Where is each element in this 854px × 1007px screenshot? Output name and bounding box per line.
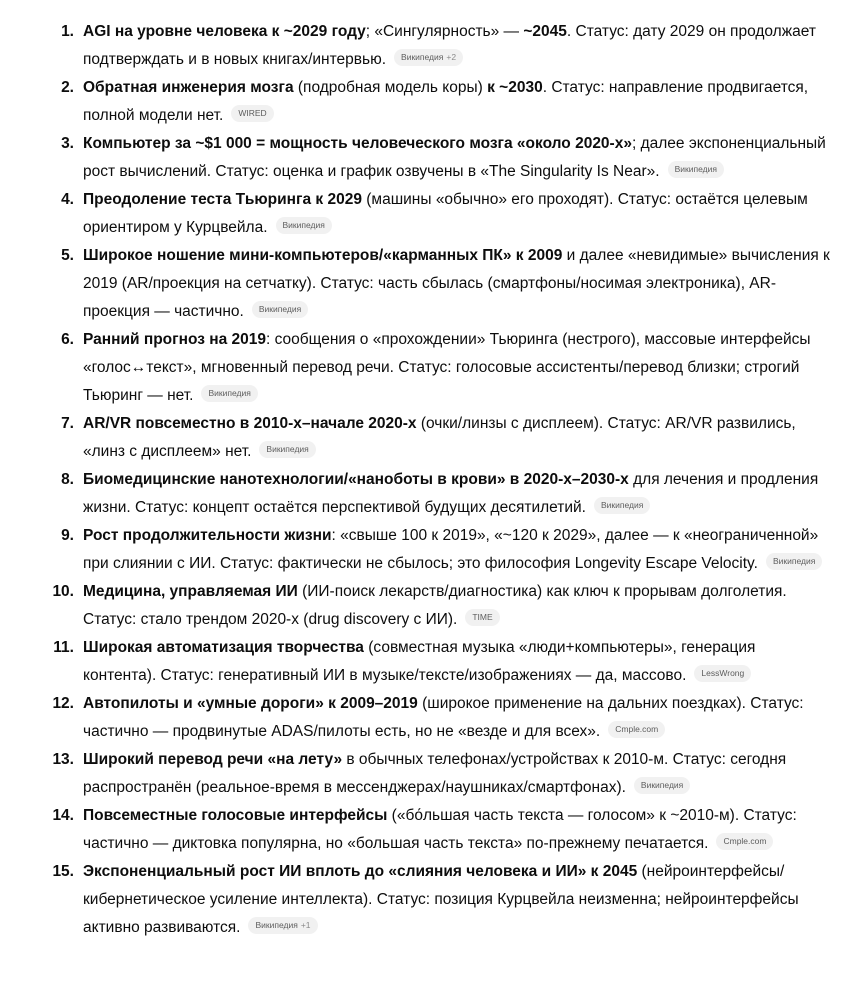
source-badge[interactable] <box>766 553 822 570</box>
list-item <box>0 326 830 410</box>
source-badge[interactable] <box>259 441 315 458</box>
list-item <box>0 522 830 578</box>
item-text: (очки/линзы с дисплеем). Статус: AR/VR развились, «линз с дисплеем» нет. <box>83 415 796 460</box>
item-lead: Экспоненциальный рост ИИ вплоть до «слияния человека и ИИ» к 2045 <box>83 863 638 880</box>
source-badge[interactable] <box>716 833 773 850</box>
item-mid: ; «Сингулярность» — <box>365 23 524 40</box>
item-number: 14. <box>52 807 74 824</box>
item-lead-secondary: к ~2030 <box>487 79 543 96</box>
source-badge[interactable] <box>201 385 257 402</box>
source-badge[interactable] <box>634 777 690 794</box>
item-number: 13. <box>52 751 74 768</box>
item-number: 10. <box>52 583 74 600</box>
item-number: 5. <box>61 247 74 264</box>
item-mid: (подробная модель коры) <box>293 79 488 96</box>
list-item <box>0 18 830 74</box>
source-badge[interactable] <box>248 917 317 934</box>
source-badge[interactable] <box>594 497 650 514</box>
list-item <box>0 130 830 186</box>
item-lead: AR/VR повсеместно в 2010-х–начале 2020-х <box>83 415 417 432</box>
list-item <box>0 858 830 942</box>
source-badge-label: Википедия <box>640 780 684 791</box>
list-item <box>0 634 830 690</box>
source-badge-label: TIME <box>472 612 493 623</box>
source-badge-label: Cmple.com <box>723 836 767 847</box>
source-badge[interactable] <box>465 609 499 626</box>
item-text: . Статус: направление продвигается, полной модели нет. <box>83 79 809 124</box>
source-badge-label: Википедия <box>266 444 309 455</box>
item-number: 9. <box>61 527 74 544</box>
item-lead: Компьютер за ~$1 000 = мощность человеческого мозга «около 2020-х» <box>83 135 632 152</box>
list-item <box>0 242 830 326</box>
item-number: 1. <box>61 23 74 40</box>
item-lead: Ранний прогноз на 2019 <box>83 331 267 348</box>
item-text: : «свыше 100 к 2019», «~120 к 2029», далее — к «неограниченной» при слиянии с ИИ. Статус: фактически не сбылось; это философия Longevity Escape Velocity. <box>83 527 819 572</box>
item-text: ; далее экспоненциальный рост вычислений. Статус: оценка и график озвучены в «The Singularity Is Near». <box>83 135 826 180</box>
item-lead: Рост продолжительности жизни <box>83 527 332 544</box>
source-badge-more: +2 <box>446 52 457 63</box>
item-text: : сообщения о «прохождении» Тьюринга (нестрого), массовые интерфейсы «голос↔текст», мгновенный перевод речи. Статус: голосовые ассистенты/перевод близки; строгий Тьюринг — нет. <box>83 331 811 404</box>
source-badge-label: Википедия <box>258 304 302 315</box>
item-text: для лечения и продления жизни. Статус: концепт остаётся перспективой будущих десятилетий. <box>83 471 819 516</box>
list-item <box>0 466 830 522</box>
item-number: 11. <box>53 639 74 656</box>
item-number: 6. <box>61 331 74 348</box>
list-item <box>0 746 830 802</box>
item-lead: Медицина, управляемая ИИ <box>83 583 298 600</box>
item-lead: Повсеместные голосовые интерфейсы <box>83 807 388 824</box>
item-text: (машины «обычно» его проходят). Статус: остаётся целевым ориентиром у Курцвейла. <box>83 191 808 236</box>
source-badge-label: Cmple.com <box>615 724 659 735</box>
item-lead-secondary: ~2045 <box>523 23 567 40</box>
item-text: (совместная музыка «люди+компьютеры», генерация контента). Статус: генеративный ИИ в музыке/тексте/изображениях — да, массово. <box>83 639 756 684</box>
item-number: 2. <box>61 79 74 96</box>
item-lead: Широкое ношение мини-компьютеров/«карманных ПК» к 2009 <box>83 247 563 264</box>
source-badge[interactable] <box>694 665 751 682</box>
item-text: и далее «невидимые» вычисления к 2019 (AR/проекция на сетчатку). Статус: часть сбылась (смартфоны/носимая электроника), AR-проекция — частично. <box>83 247 830 320</box>
list-item <box>0 74 830 130</box>
source-badge-label: Википедия <box>208 388 251 399</box>
item-lead: Автопилоты и «умные дороги» к 2009–2019 <box>83 695 418 712</box>
item-number: 7. <box>61 415 74 432</box>
source-badge-label: Википедия <box>401 52 444 63</box>
source-badge-label: LessWrong <box>701 668 745 679</box>
item-number: 8. <box>61 471 74 488</box>
source-badge[interactable] <box>668 161 724 178</box>
source-badge[interactable] <box>252 301 308 318</box>
item-text: в обычных телефонах/устройствах к 2010-м. Статус: сегодня распространён (реальное-время в мессенджерах/наушниках/смартфонах). <box>83 751 787 796</box>
item-text: . Статус: дату 2029 он продолжает подтверждать и в новых книгах/интервью. <box>83 23 816 68</box>
list-item <box>0 690 830 746</box>
list-item <box>0 410 830 466</box>
source-badge[interactable] <box>394 49 463 66</box>
source-badge-label: WIRED <box>238 108 267 119</box>
list-item <box>0 578 830 634</box>
source-badge[interactable] <box>608 721 665 738</box>
list-item <box>0 802 830 858</box>
source-badge-label: Википедия <box>282 220 325 231</box>
source-badge[interactable] <box>231 105 273 122</box>
item-lead: Обратная инженерия мозга <box>83 79 294 96</box>
item-lead: Широкий перевод речи «на лету» <box>83 751 343 768</box>
item-number: 15. <box>52 863 74 880</box>
item-number: 12. <box>52 695 74 712</box>
source-badge-label: Википедия <box>674 164 717 175</box>
source-badge-label: Википедия <box>600 500 644 511</box>
item-text: («бо́льшая часть текста — голосом» к ~2010-м). Статус: частично — диктовка популярна, но «большая часть текста» по-прежнему печатается. <box>83 807 797 852</box>
item-number: 4. <box>61 191 74 208</box>
item-text: (широкое применение на дальних поездках). Статус: частично — продвинутые ADAS/пилоты есть, но не «везде и для всех». <box>83 695 804 740</box>
source-badge-more: +1 <box>300 920 311 931</box>
item-number: 3. <box>61 135 74 152</box>
item-lead: Биомедицинские нанотехнологии/«наноботы в крови» в 2020-х–2030-х <box>83 471 629 488</box>
item-text: (ИИ-поиск лекарств/диагностика) как ключ к прорывам долголетия. Статус: стало трендом 2020-х (drug discovery с ИИ). <box>83 583 787 628</box>
list-item <box>0 186 830 242</box>
item-text: (нейроинтерфейсы/кибернетическое усиление интеллекта). Статус: позиция Курцвейла неизменна; нейроинтерфейсы активно развиваются. <box>83 863 799 936</box>
item-lead: AGI на уровне человека к ~2029 году <box>83 23 366 40</box>
item-lead: Преодоление теста Тьюринга к 2029 <box>83 191 362 208</box>
source-badge[interactable] <box>276 217 332 234</box>
item-lead: Широкая автоматизация творчества <box>83 639 364 656</box>
source-badge-label: Википедия <box>255 920 298 931</box>
source-badge-label: Википедия <box>772 556 816 567</box>
